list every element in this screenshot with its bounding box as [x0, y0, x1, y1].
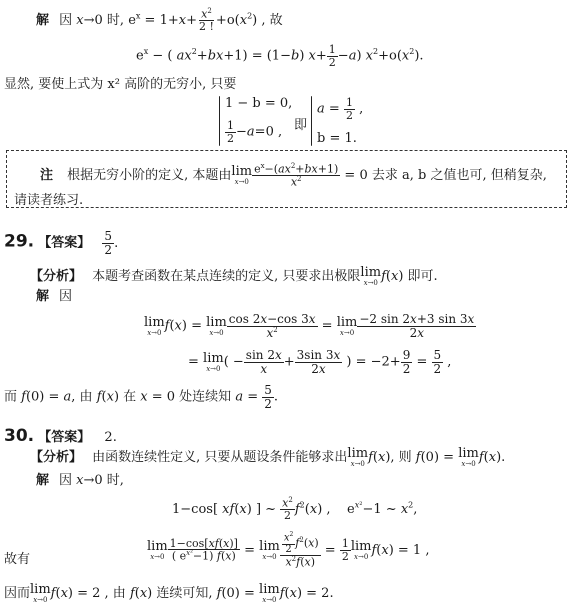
- system-brace: [219, 96, 220, 146]
- q29-eq2: = lim x→0 ( − $\frac{\sin 2x}{x}$ + $\frac{3\sin 3x}{2x}$ ) = −2+ $\frac{9}{2}$ = $\frac{5}{2}$ ,: [188, 348, 452, 376]
- q29-analysis-tag: 【分析】: [30, 269, 83, 284]
- system-eq2: $\frac{1}{2}$ −a=0 ,: [227, 119, 283, 145]
- q29-number: 29.: [4, 231, 35, 252]
- note-line2: 请读者练习.: [14, 193, 84, 208]
- q30-analysis-tag: 【分析】: [30, 450, 83, 465]
- q29-header: [4, 230, 118, 256]
- sol28-line2: $e^x$ − ( $ax^2+bx+1) = (1-b)$ x+ $\frac{1}{2}$ −a) $x^2+o(x^2)$.: [136, 43, 424, 69]
- q30-eq: lim x→0 $\frac{1-\cos[xf(x)]}{( e^{x^2}-1) f(x)}$ = lim x→0 $\frac{x^2}{2}$ $f^2(x)$ $x^2f(x)$ = $\frac{1}{2}$ lim x→0 f(x) = 1 ,: [147, 531, 430, 569]
- sol28-line1: 解 因 x→0 时, $e^x = 1+x+$ $\frac{x^2}{2 !}$ $+o(x^2)$ , 故: [36, 7, 283, 34]
- q30-equiv: 1−cos[ xf(x) ] ~ $\frac{x^2}{2}$ $f^2(x)$ , $e^{x^2}-1$ ~ $x^2$,: [172, 496, 418, 523]
- solution-label: 解: [36, 12, 50, 28]
- result-a: a = $\frac{1}{2}$ ,: [317, 96, 364, 122]
- q29-answer: $\frac{5}{2}$ .: [104, 229, 119, 257]
- q30-therefore: 故有: [4, 552, 31, 567]
- q30-analysis: 【分析】 由函数连续性定义, 只要从题设条件能够求出 lim x→0 f(x), 则 f(0) = lim x→0 f(x).: [30, 446, 506, 468]
- q29-sol-label: 解 因: [36, 289, 73, 304]
- q30-answer: 2.: [104, 430, 117, 445]
- note-line1: 注 根据无穷小阶的定义, 本题由 lim x→0 $\frac{e^x-(ax^2+bx+1)}{x^2}$ = 0 去求 a, b 之值也可, 但稍复杂,: [40, 162, 547, 189]
- q30-answer-tag: 【答案】: [38, 430, 91, 445]
- note-label: 注: [40, 168, 54, 184]
- q30-number: 30.: [4, 426, 35, 446]
- note-text-after: 去求 a, b 之值也可, 但稍复杂,: [371, 168, 547, 184]
- result-b: b = 1.: [317, 131, 357, 146]
- q29-answer-tag: 【答案】: [38, 235, 91, 251]
- q30-header: [4, 428, 117, 445]
- system-eq1: 1 − b = 0,: [225, 96, 293, 111]
- q30-sol-line: 解 因 x→0 时,: [36, 473, 124, 488]
- note-text-before: 根据无穷小阶的定义, 本题由: [67, 168, 232, 184]
- sol28-line3: 显然, 要使上式为 x² 高阶的无穷小, 只要: [4, 77, 237, 92]
- q29-eq1: lim x→0 f(x) = lim x→0 $\frac{\cos 2x-\cos 3x}{x^2}$ = lim x→0 $\frac{-2 \sin 2x+3 \sin 3x}{2x}$: [144, 312, 475, 340]
- q29-analysis: 【分析】 本题考查函数在某点连续的定义, 只要求出极限 lim x→0 f(x) 即可.: [30, 265, 438, 287]
- result-brace: [311, 96, 312, 146]
- then-word: 即: [294, 118, 308, 133]
- q29-conclusion: 而 f(0) = a, 由 f(x) 在 x = 0 处连续知 a = $\frac{5}{2}$ .: [4, 383, 279, 411]
- q30-conclusion: 因而 lim x→0 f(x) = 2 , 由 f(x) 连续可知, f(0) = lim x→0 f(x) = 2.: [4, 582, 334, 604]
